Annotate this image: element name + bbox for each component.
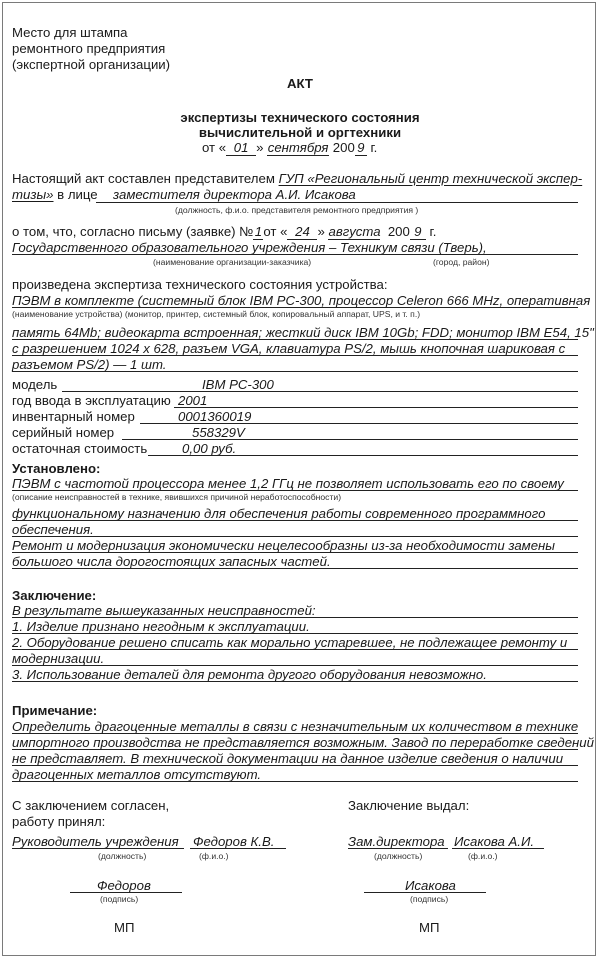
- device-underline-3: [12, 355, 578, 356]
- left-position: Руководитель учреждения: [12, 834, 179, 849]
- device-line-4: разъемом PS/2) — 1 шт.: [12, 357, 167, 372]
- representative-caption: (должность, ф.и.о. представителя ремонтного предприятия ): [175, 205, 419, 215]
- left-signature-underline: [70, 892, 182, 893]
- note-line-3: не представляет. В технической документации на данное изделие сведения о наличии: [12, 751, 564, 766]
- request-mid: »: [317, 224, 325, 239]
- note-line-2: импортного производства не представляется возможным. Завод по переработке сведений: [12, 735, 594, 750]
- document-subtitle-1: экспертизы технического состояния: [180, 110, 420, 125]
- right-position-caption: (должность): [374, 851, 423, 861]
- left-signature-caption: (подпись): [100, 894, 139, 904]
- device-line-3: с разрешением 1024 х 628, разъем VGA, клавиатура PS/2, мышь кнопочная шариковая с: [12, 341, 566, 356]
- date-day: 01: [226, 141, 256, 156]
- device-line-1: ПЭВМ в комплекте (системный блок IBM PC-300, процессор Celeron 666 MHz, оперативная: [12, 293, 591, 308]
- field-year-underline: [174, 407, 578, 408]
- left-signature-heading-1: С заключением согласен,: [12, 798, 170, 813]
- established-underline-1: [12, 490, 578, 491]
- right-seal: МП: [419, 920, 440, 935]
- date-year-digit: 9: [355, 141, 367, 156]
- field-serial-label: серийный номер: [12, 425, 115, 440]
- conclusion-underline-3: [12, 649, 578, 650]
- field-model-underline: [62, 391, 578, 392]
- conclusion-underline-2: [12, 633, 578, 634]
- city-caption: (город, район): [433, 257, 490, 267]
- note-line-4: драгоценных металлов отсутствуют.: [12, 767, 262, 782]
- stamp-place-line-2: ремонтного предприятия: [12, 41, 166, 56]
- request-line: [12, 224, 436, 240]
- request-suffix: г.: [429, 224, 437, 239]
- note-line-1: Определить драгоценные металлы в связи с незначительным их количеством в технике: [12, 719, 579, 734]
- field-inventory-label: инвентарный номер: [12, 409, 135, 424]
- note-underline-2: [12, 749, 578, 750]
- conclusion-line-5: 3. Использование деталей для ремонта другого оборудования невозможно.: [12, 667, 487, 682]
- conclusion-line-4: модернизации.: [12, 651, 105, 666]
- document-subtitle-2: вычислительной и оргтехники: [198, 125, 402, 140]
- field-year-value: 2001: [178, 393, 208, 408]
- representative-underline: [96, 202, 578, 203]
- request-day: 24: [287, 225, 317, 240]
- date-prefix: от «: [202, 140, 227, 155]
- established-underline-4: [12, 552, 578, 553]
- device-underline-1: [12, 307, 578, 308]
- right-signature-heading: Заключение выдал:: [348, 798, 470, 813]
- right-signature-underline: [364, 892, 486, 893]
- intro-line-2: [12, 187, 98, 203]
- field-serial-underline: [122, 439, 578, 440]
- intro-line-1: [12, 171, 582, 187]
- left-signature-heading-2: работу принял:: [12, 814, 106, 829]
- stamp-place-line-3: (экспертной организации): [12, 57, 171, 72]
- established-heading: Установлено:: [12, 461, 101, 476]
- left-signature: Федоров: [97, 878, 151, 893]
- date-month: сентября: [267, 140, 329, 155]
- established-underline-3: [12, 536, 578, 537]
- document-title: АКТ: [287, 76, 313, 91]
- request-number: 1: [254, 224, 263, 239]
- conclusion-line-1: В результате вышеуказанных неисправностей:: [12, 603, 316, 618]
- request-year-prefix: 200: [387, 224, 410, 239]
- date-year-prefix: 200: [332, 140, 355, 155]
- field-serial-value: 558329V: [192, 425, 245, 440]
- left-name: Федоров К.В.: [193, 834, 275, 849]
- stamp-place-line-1: Место для штампа: [12, 25, 128, 40]
- right-signature-caption: (подпись): [410, 894, 449, 904]
- right-name: Исакова А.И.: [454, 834, 535, 849]
- representative: заместителя директора А.И. Исакова: [113, 187, 356, 202]
- established-line-5: большого числа дорогостоящих запасных частей.: [12, 554, 331, 569]
- note-heading: Примечание:: [12, 703, 98, 718]
- device-underline-2: [12, 339, 578, 340]
- established-underline-2: [12, 520, 578, 521]
- left-position-caption: (должность): [98, 851, 147, 861]
- field-inventory-underline: [140, 423, 578, 424]
- right-name-caption: (ф.и.о.): [468, 851, 498, 861]
- field-residual-value: 0,00 руб.: [182, 441, 237, 456]
- conclusion-underline-4: [12, 665, 578, 666]
- established-line-3: обеспечения.: [12, 522, 94, 537]
- request-from: от «: [263, 224, 288, 239]
- device-underline-4: [12, 371, 578, 372]
- intro-text: Настоящий акт составлен представителем: [12, 171, 275, 186]
- expert-organization-cont: тизы»: [12, 187, 54, 202]
- conclusion-line-2: 1. Изделие признано негодным к эксплуатации.: [12, 619, 310, 634]
- note-underline-1: [12, 733, 578, 734]
- established-line-2: функциональному назначению для обеспечения работы современного программного: [12, 506, 546, 521]
- field-inventory-value: 0001360019: [178, 409, 252, 424]
- note-underline-3: [12, 765, 578, 766]
- right-name-underline: [452, 848, 544, 849]
- customer-caption: (наименование организации-заказчика): [153, 257, 312, 267]
- field-residual-label: остаточная стоимость: [12, 441, 148, 456]
- date-suffix: г.: [370, 140, 378, 155]
- conclusion-line-3: 2. Оборудование решено списать как морально устаревшее, не подлежащее ремонту и: [12, 635, 568, 650]
- right-position: Зам.директора: [348, 834, 445, 849]
- request-text: о том, что, согласно письму (заявке) №: [12, 224, 254, 239]
- conclusion-heading: Заключение:: [12, 588, 97, 603]
- field-year-label: год ввода в эксплуатацию: [12, 393, 171, 408]
- left-name-underline: [190, 848, 286, 849]
- request-year-digit: 9: [410, 225, 426, 240]
- field-model-label: модель: [12, 377, 58, 392]
- left-position-underline: [12, 848, 184, 849]
- conclusion-underline-1: [12, 617, 578, 618]
- document-date: [202, 140, 377, 156]
- expert-organization: ГУП «Региональный центр технической экспер-: [278, 171, 583, 186]
- established-caption: (описание неисправностей в технике, явившихся причиной неработоспособности): [12, 492, 342, 502]
- field-residual-underline: [148, 455, 578, 456]
- device-heading: произведена экспертиза технического состояния устройства:: [12, 277, 388, 292]
- right-position-underline: [348, 848, 448, 849]
- device-caption: (наименование устройства) (монитор, принтер, системный блок, копировальный аппарат, UPS, и т. п.): [12, 309, 421, 319]
- customer-underline: [12, 254, 578, 255]
- established-line-4: Ремонт и модернизация экономически нецелесообразны из-за необходимости замены: [12, 538, 555, 553]
- date-mid: »: [256, 140, 264, 155]
- established-line-1: ПЭВМ с частотой процессора менее 1,2 ГГц не позволяет использовать его по своему: [12, 476, 564, 491]
- right-signature: Исакова: [405, 878, 456, 893]
- field-model-value: IBM PC-300: [202, 377, 274, 392]
- left-name-caption: (ф.и.о.): [199, 851, 229, 861]
- device-line-2: память 64Mb; видеокарта встроенная; жесткий диск IBM 10Gb; FDD; монитор IBM E54, 15": [12, 325, 594, 340]
- customer-organization: Государственного образовательного учреждения – Техникум связи (Тверь),: [12, 240, 487, 255]
- note-underline-4: [12, 781, 578, 782]
- left-seal: МП: [114, 920, 135, 935]
- in-person-label: в лице: [57, 187, 98, 202]
- conclusion-underline-5: [12, 681, 578, 682]
- established-underline-5: [12, 568, 578, 569]
- request-month: августа: [328, 224, 381, 239]
